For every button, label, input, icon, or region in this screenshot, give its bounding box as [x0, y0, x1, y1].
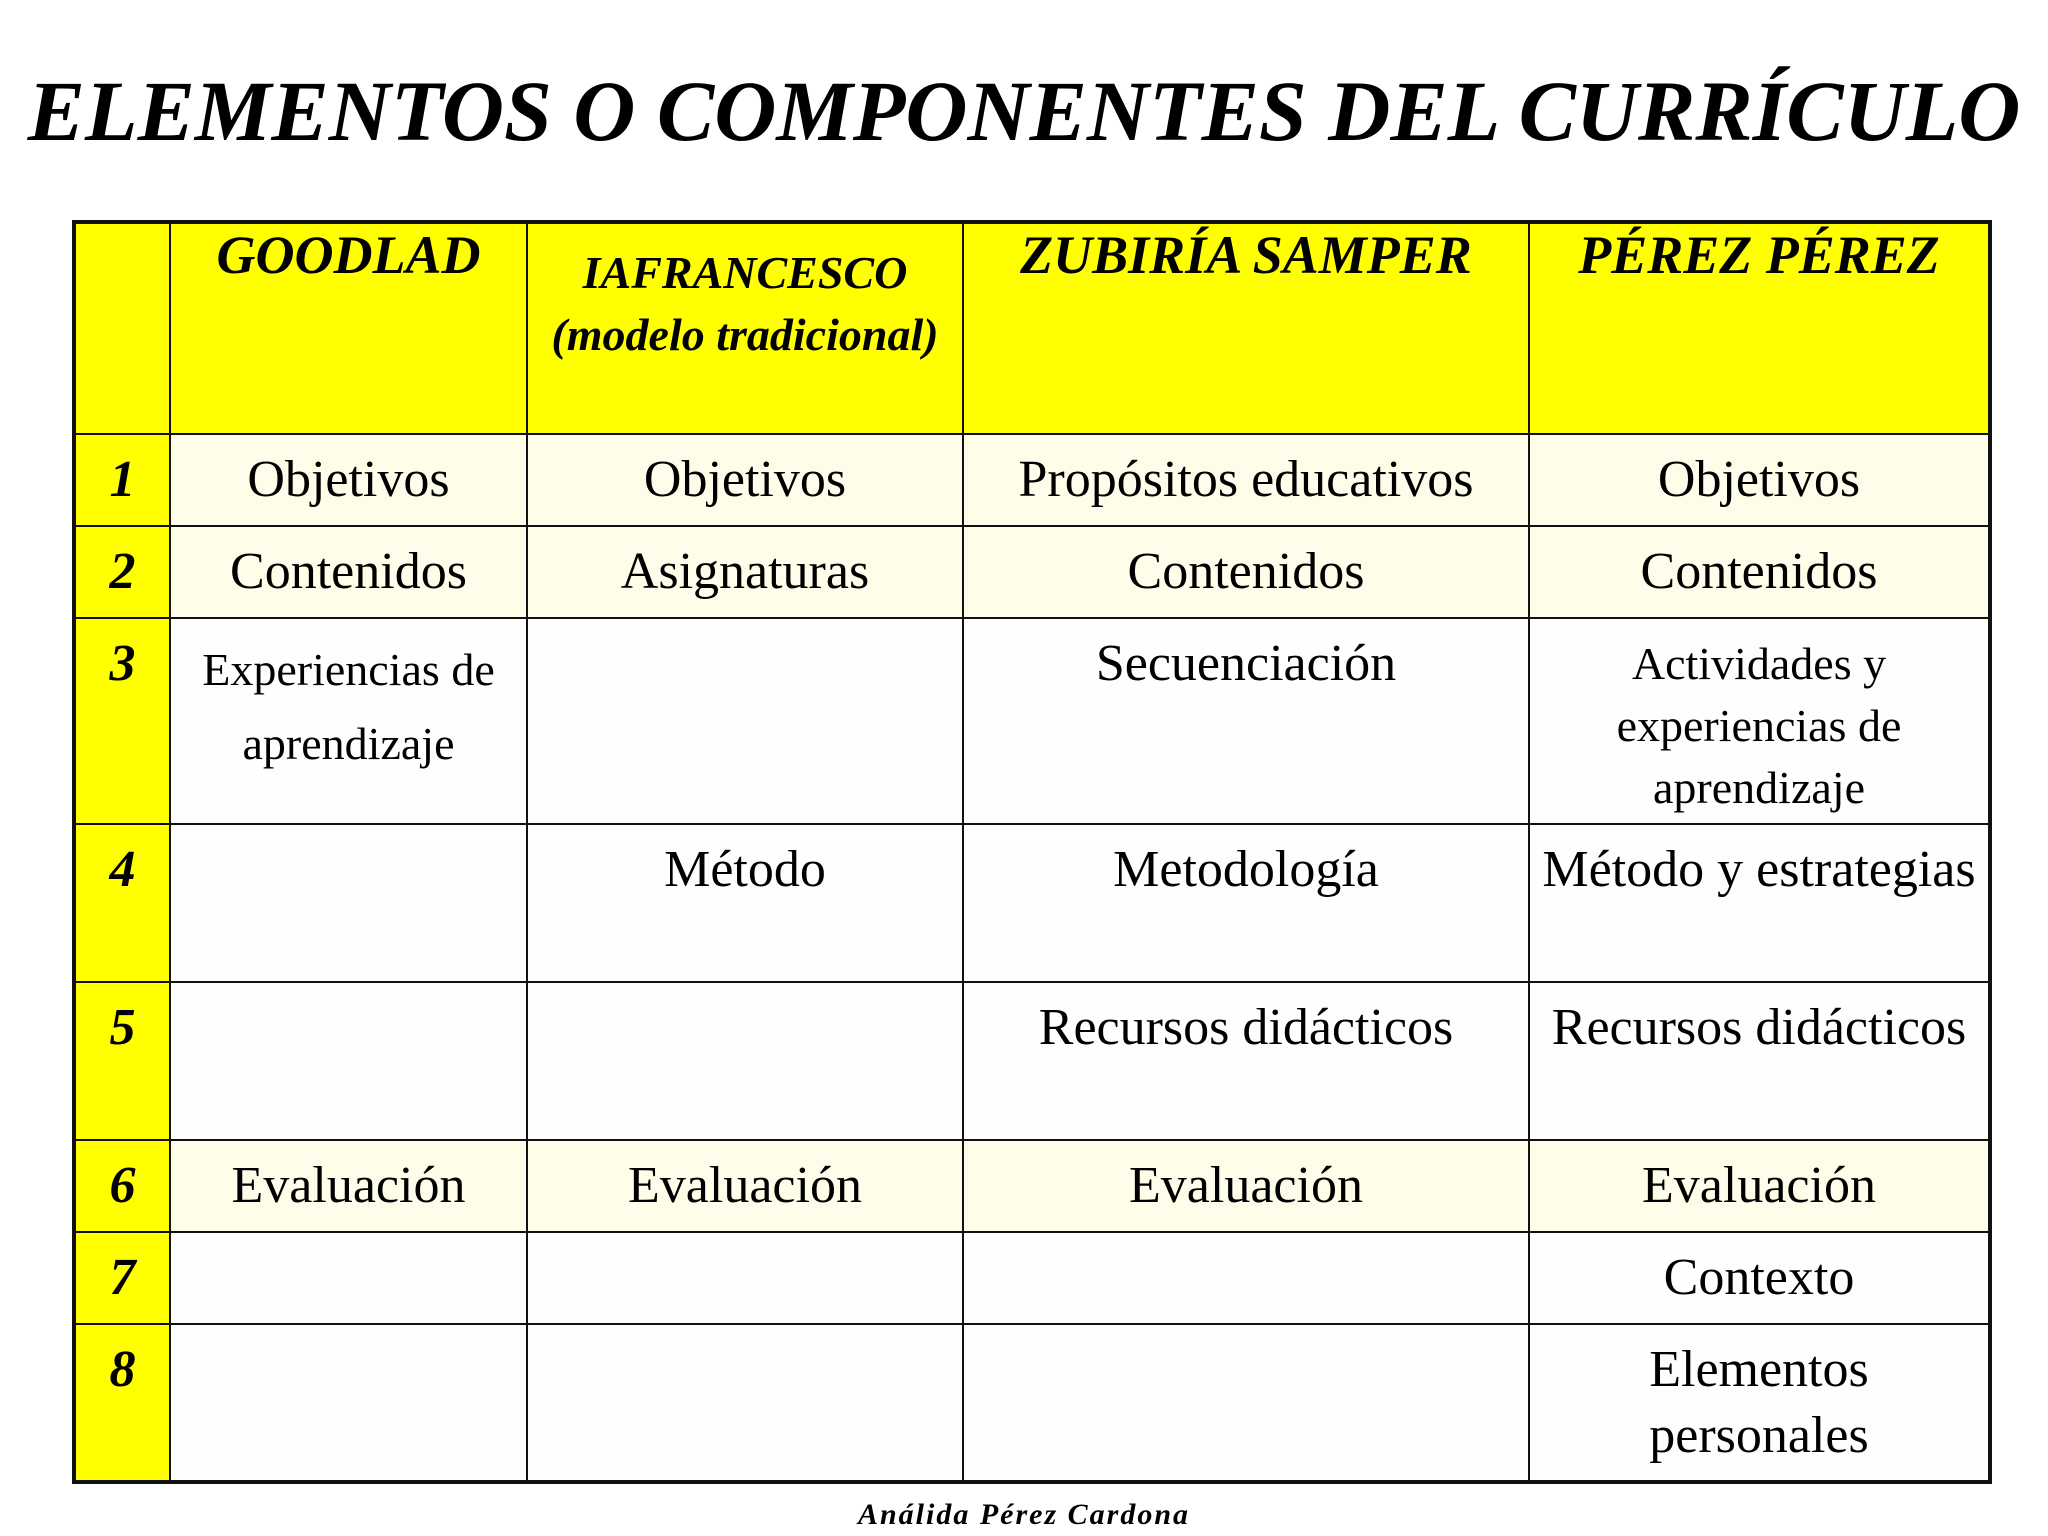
table-cell	[170, 1232, 527, 1324]
row-number: 4	[74, 824, 170, 982]
column-header-goodlad: GOODLAD	[170, 222, 527, 434]
table-cell	[170, 1324, 527, 1482]
table-cell	[527, 1324, 963, 1482]
table-cell: Propósitos educativos	[963, 434, 1529, 526]
table-row	[74, 1324, 1990, 1482]
table-cell: Elementos personales	[1529, 1324, 1990, 1482]
author-credit: Análida Pérez Cardona	[857, 1498, 1191, 1531]
corner-cell	[74, 222, 170, 434]
row-number: 3	[74, 618, 170, 824]
header-row	[74, 222, 1990, 434]
table-cell: Evaluación	[1529, 1140, 1990, 1232]
table-cell: Evaluación	[527, 1140, 963, 1232]
table-cell: Método y estrategias	[1529, 824, 1990, 982]
column-header-perez-perez: PÉREZ PÉREZ	[1529, 222, 1990, 434]
table-cell	[527, 618, 963, 824]
table-cell: Objetivos	[1529, 434, 1990, 526]
table-row	[74, 618, 1990, 824]
table-row	[74, 1140, 1990, 1232]
table-row	[74, 824, 1990, 982]
table-cell: Secuenciación	[963, 618, 1529, 824]
table-row	[74, 526, 1990, 618]
row-number: 6	[74, 1140, 170, 1232]
page-title: ELEMENTOS O COMPONENTES DEL CURRÍCULO	[27, 63, 2021, 159]
column-header-iafrancesco: IAFRANCESCO (modelo tradicional)	[527, 222, 963, 434]
table-cell: Contenidos	[1529, 526, 1990, 618]
table-cell	[527, 982, 963, 1140]
column-header-zubiria-samper: ZUBIRÍA SAMPER	[963, 222, 1529, 434]
table-cell: Evaluación	[963, 1140, 1529, 1232]
table-cell: Contenidos	[170, 526, 527, 618]
table-cell: Experiencias de aprendizaje	[170, 618, 527, 824]
table-cell: Asignaturas	[527, 526, 963, 618]
row-number: 7	[74, 1232, 170, 1324]
table-cell: Actividades y experiencias de aprendizaje	[1529, 618, 1990, 824]
table-cell: Objetivos	[527, 434, 963, 526]
row-number: 5	[74, 982, 170, 1140]
table-cell: Objetivos	[170, 434, 527, 526]
table-cell	[963, 1324, 1529, 1482]
table-row	[74, 434, 1990, 526]
table-cell	[170, 824, 527, 982]
table-cell: Metodología	[963, 824, 1529, 982]
table-cell: Método	[527, 824, 963, 982]
table-cell: Evaluación	[170, 1140, 527, 1232]
table-cell: Contexto	[1529, 1232, 1990, 1324]
table-cell	[170, 982, 527, 1140]
table-row	[74, 982, 1990, 1140]
row-number: 8	[74, 1324, 170, 1482]
table-cell: Recursos didácticos	[963, 982, 1529, 1140]
table-row	[74, 1232, 1990, 1324]
table-cell	[963, 1232, 1529, 1324]
table-cell: Contenidos	[963, 526, 1529, 618]
table-cell	[527, 1232, 963, 1324]
table-cell: Recursos didácticos	[1529, 982, 1990, 1140]
curriculum-table	[72, 220, 1992, 1484]
row-number: 2	[74, 526, 170, 618]
row-number: 1	[74, 434, 170, 526]
